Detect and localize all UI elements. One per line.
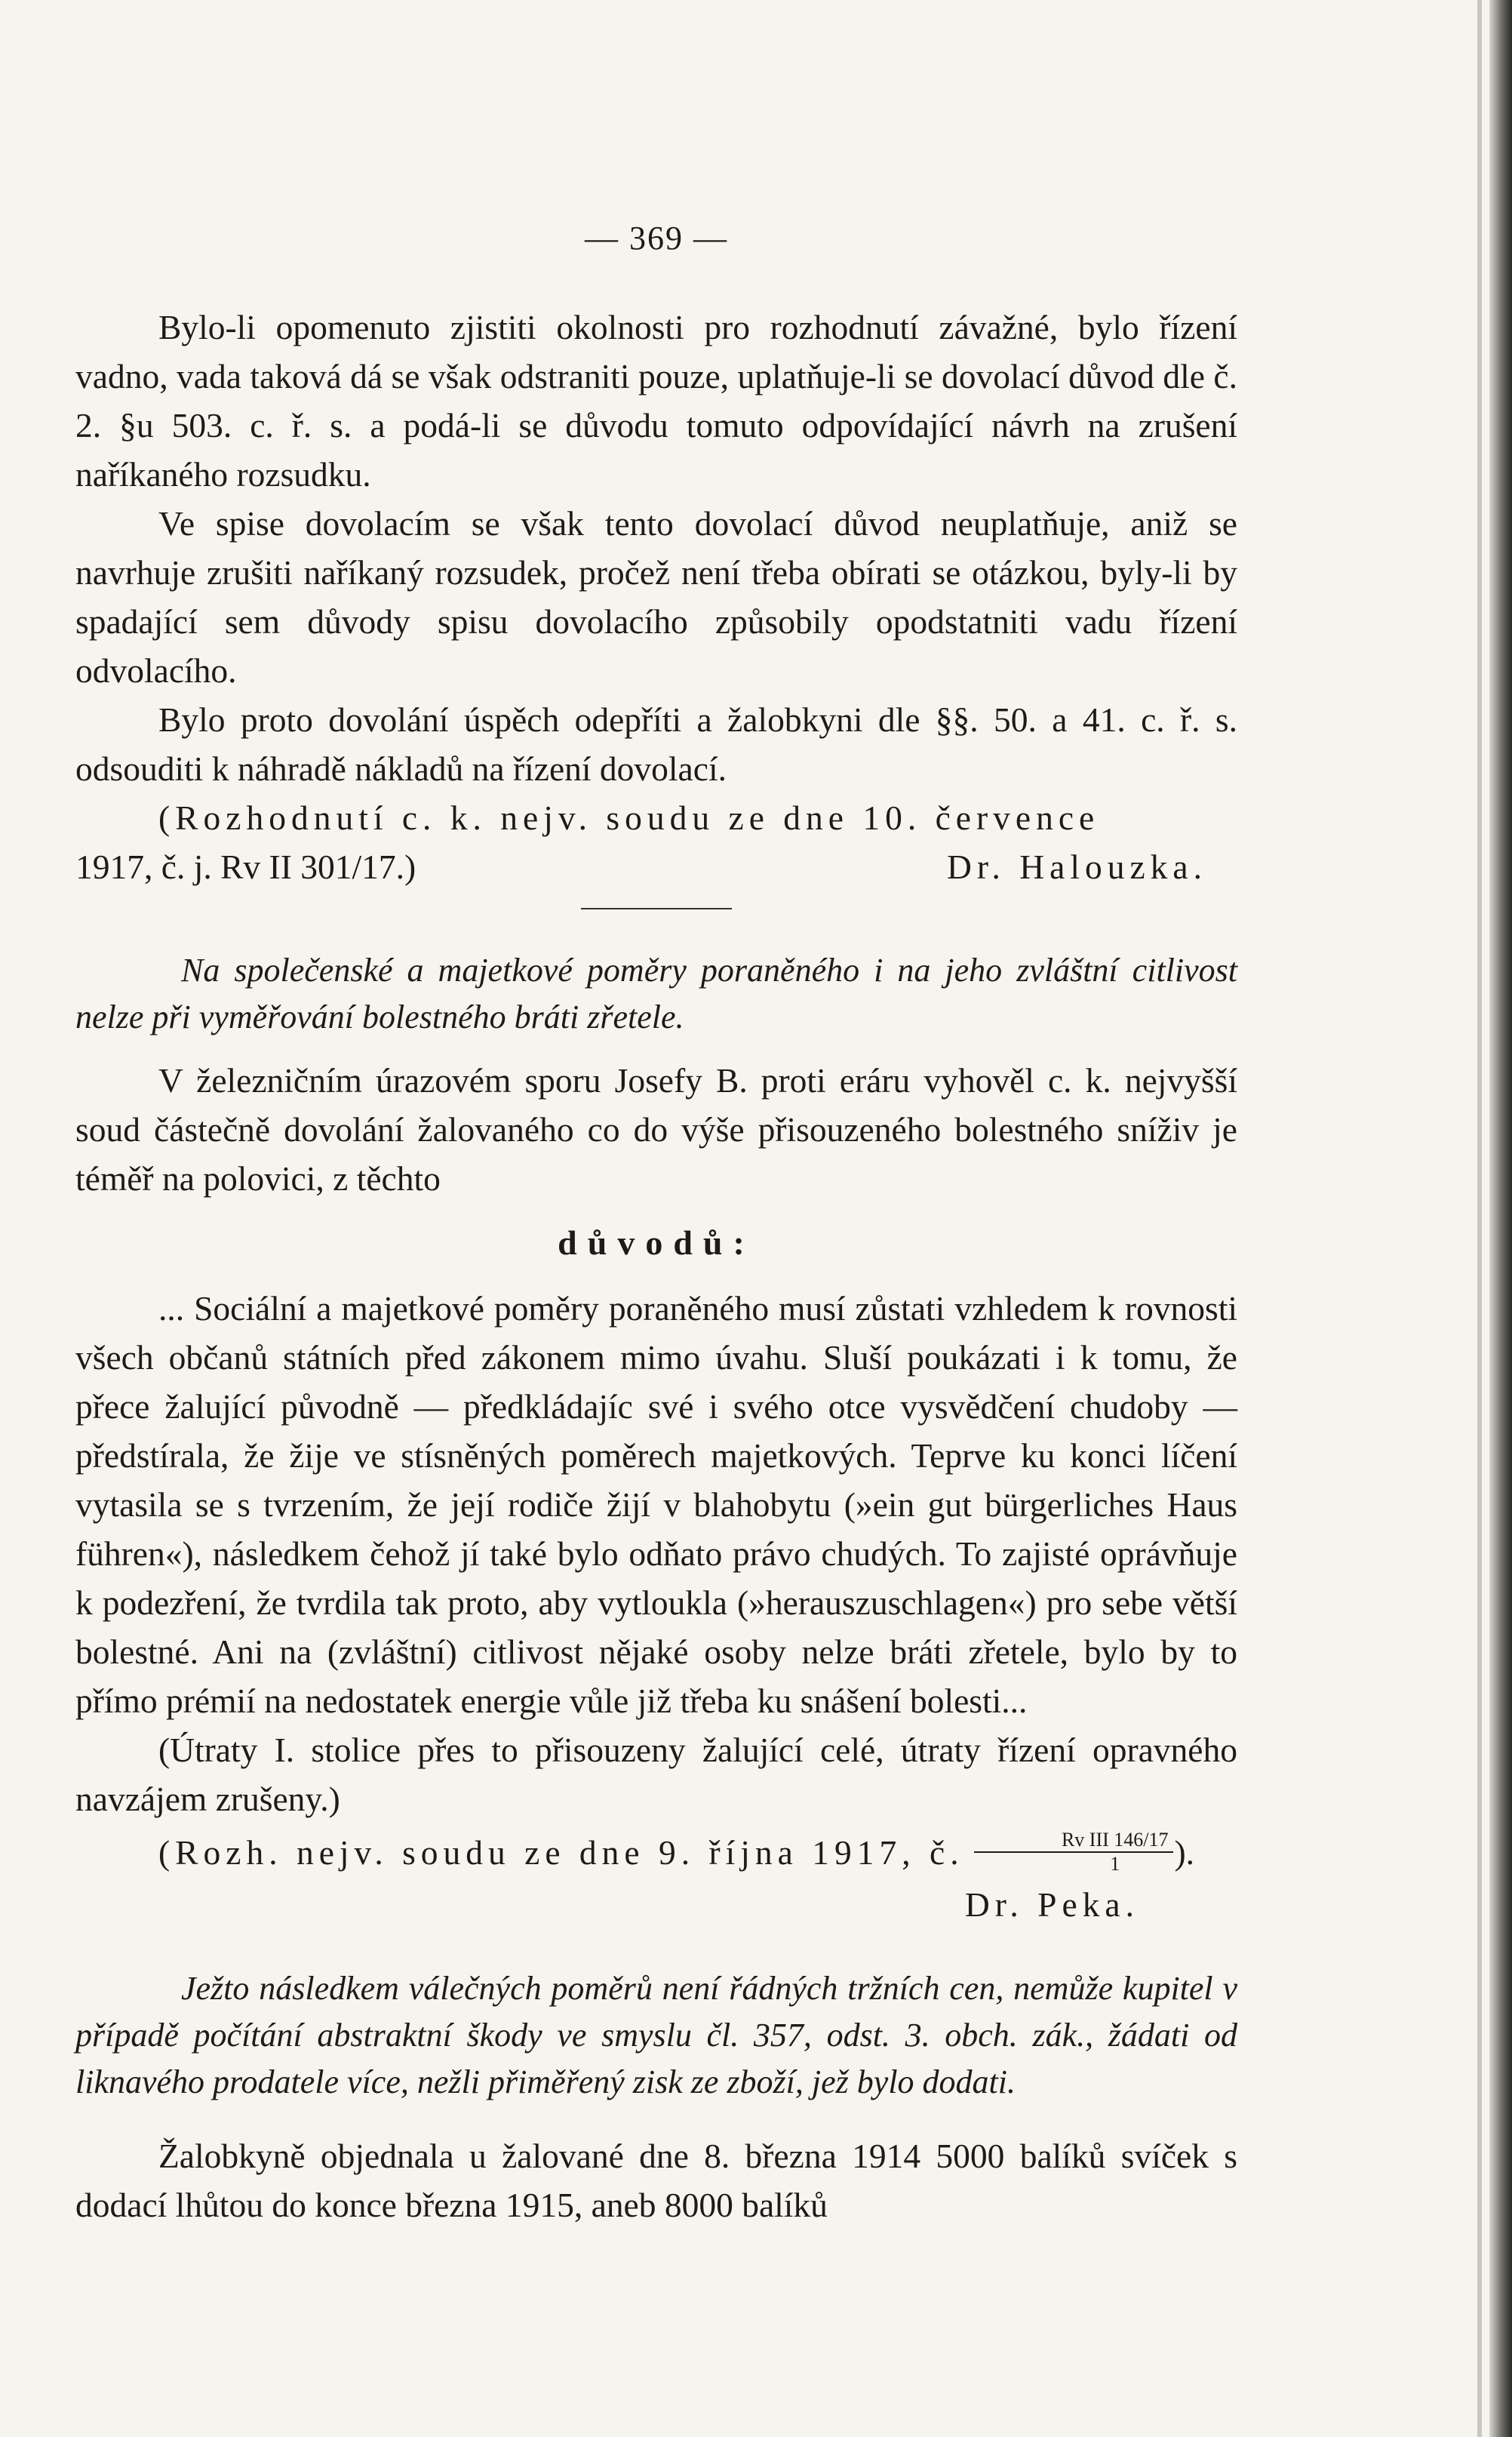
- paragraph: Ve spise dovolacím se však tento dovolací důvod neuplatňuje, aniž se navrhuje zrušiti naříkaný rozsudek, pročež není třeba obírati se otázkou, byly-li by spadající sem důvody spisu dovolacího způsobily opodstatniti vadu řízení odvolacího.: [75, 504, 1237, 690]
- section-divider: [581, 908, 732, 909]
- page-number: — 369 —: [585, 220, 728, 257]
- paragraph: ... Sociální a majetkové poměry poraněného musí zůstati vzhledem k rovnosti všech občanů státních před zákonem mimo úvahu. Sluší poukázati i k tomu, že přece žalující původně — předkládajíc své i svého otce vysvědčení chudoby — předstírala, že žije ve stísněných poměrech majetkových. Teprve ku konci líčení vytasila se s tvrzením, že její rodiče žijí v blahobytu (»ein gut bürgerliches Haus führen«), následkem čehož jí také bylo odňato právo chudých. To zajisté oprávňuje k podezření, že tvrdila tak proto, aby vytloukla (»herauszuschlagen«) pro sebe větší bolestné. Ani na (zvláštní) citlivost nějaké osoby nelze bráti zřetele, bylo by to přímo prémií na nedostatek energie vůle již třeba ku snášení bolesti...: [75, 1289, 1237, 1720]
- case-number-fraction: [974, 1829, 1173, 1875]
- citation-end: ).: [1174, 1833, 1195, 1872]
- reasons-heading: důvodů:: [558, 1223, 755, 1262]
- paragraph: Bylo-li opomenuto zjistiti okolnosti pro rozhodnutí závažné, bylo řízení vadno, vada taková dá se však odstraniti pouze, uplatňuje-li se dovolací důvod dle č. 2. §u 503. c. ř. s. a podá-li se důvodu tomuto odpovídající návrh na zrušení naříkaného rozsudku.: [75, 308, 1237, 494]
- section-heading: Na společenské a majetkové poměry poraněného i na jeho zvláštní citlivost nelze při vyměřování bolestného bráti zřetele.: [75, 952, 1237, 1035]
- page-edge-line: [1477, 0, 1482, 2437]
- citation-text: (Rozh. nejv. soudu ze dne 9. října 1917, č.: [158, 1833, 964, 1872]
- citation-ref: 1917, č. j. Rv II 301/17.): [75, 848, 416, 886]
- citation-line: [75, 842, 1237, 891]
- page-content: [75, 219, 1237, 2229]
- judge-name: Dr. Halouzka.: [947, 848, 1207, 886]
- citation: (Rozhodnutí c. k. nejv. soudu ze dne 10. července: [158, 798, 1100, 837]
- paragraph: (Útraty I. stolice přes to přisouzeny žalující celé, útraty řízení opravného navzájem zrušeny.): [75, 1731, 1237, 1818]
- paragraph: Bylo proto dovolání úspěch odepříti a žalobkyni dle §§. 50. a 41. c. ř. s. odsouditi k náhradě nákladů na řízení dovolací.: [75, 700, 1237, 788]
- citation: [75, 1828, 1237, 1880]
- fraction-denominator: 1: [1110, 1852, 1120, 1875]
- book-spine-shadow: [1489, 0, 1512, 2437]
- judge-name: Dr. Peka.: [964, 1885, 1139, 1924]
- fraction-numerator: Rv III 146/17: [974, 1829, 1173, 1853]
- paragraph: Žalobkyně objednala u žalované dne 8. března 1914 5000 balíků svíček s dodací lhůtou do konce března 1915, aneb 8000 balíků: [75, 2136, 1237, 2224]
- paragraph: V železničním úrazovém sporu Josefy B. proti eráru vyhověl c. k. nejvyšší soud částečně dovolání žalovaného co do výše přisouzeného bolestného sníživ je téměř na polovici, z těchto: [75, 1061, 1237, 1198]
- section-heading: Ježto následkem válečných poměrů není řádných tržních cen, nemůže kupitel v případě počítání abstraktní škody ve smyslu čl. 357, odst. 3. obch. zák., žádati od liknavého prodatele více, nežli přiměřený zisk ze zboží, jež bylo dodati.: [75, 1969, 1237, 2100]
